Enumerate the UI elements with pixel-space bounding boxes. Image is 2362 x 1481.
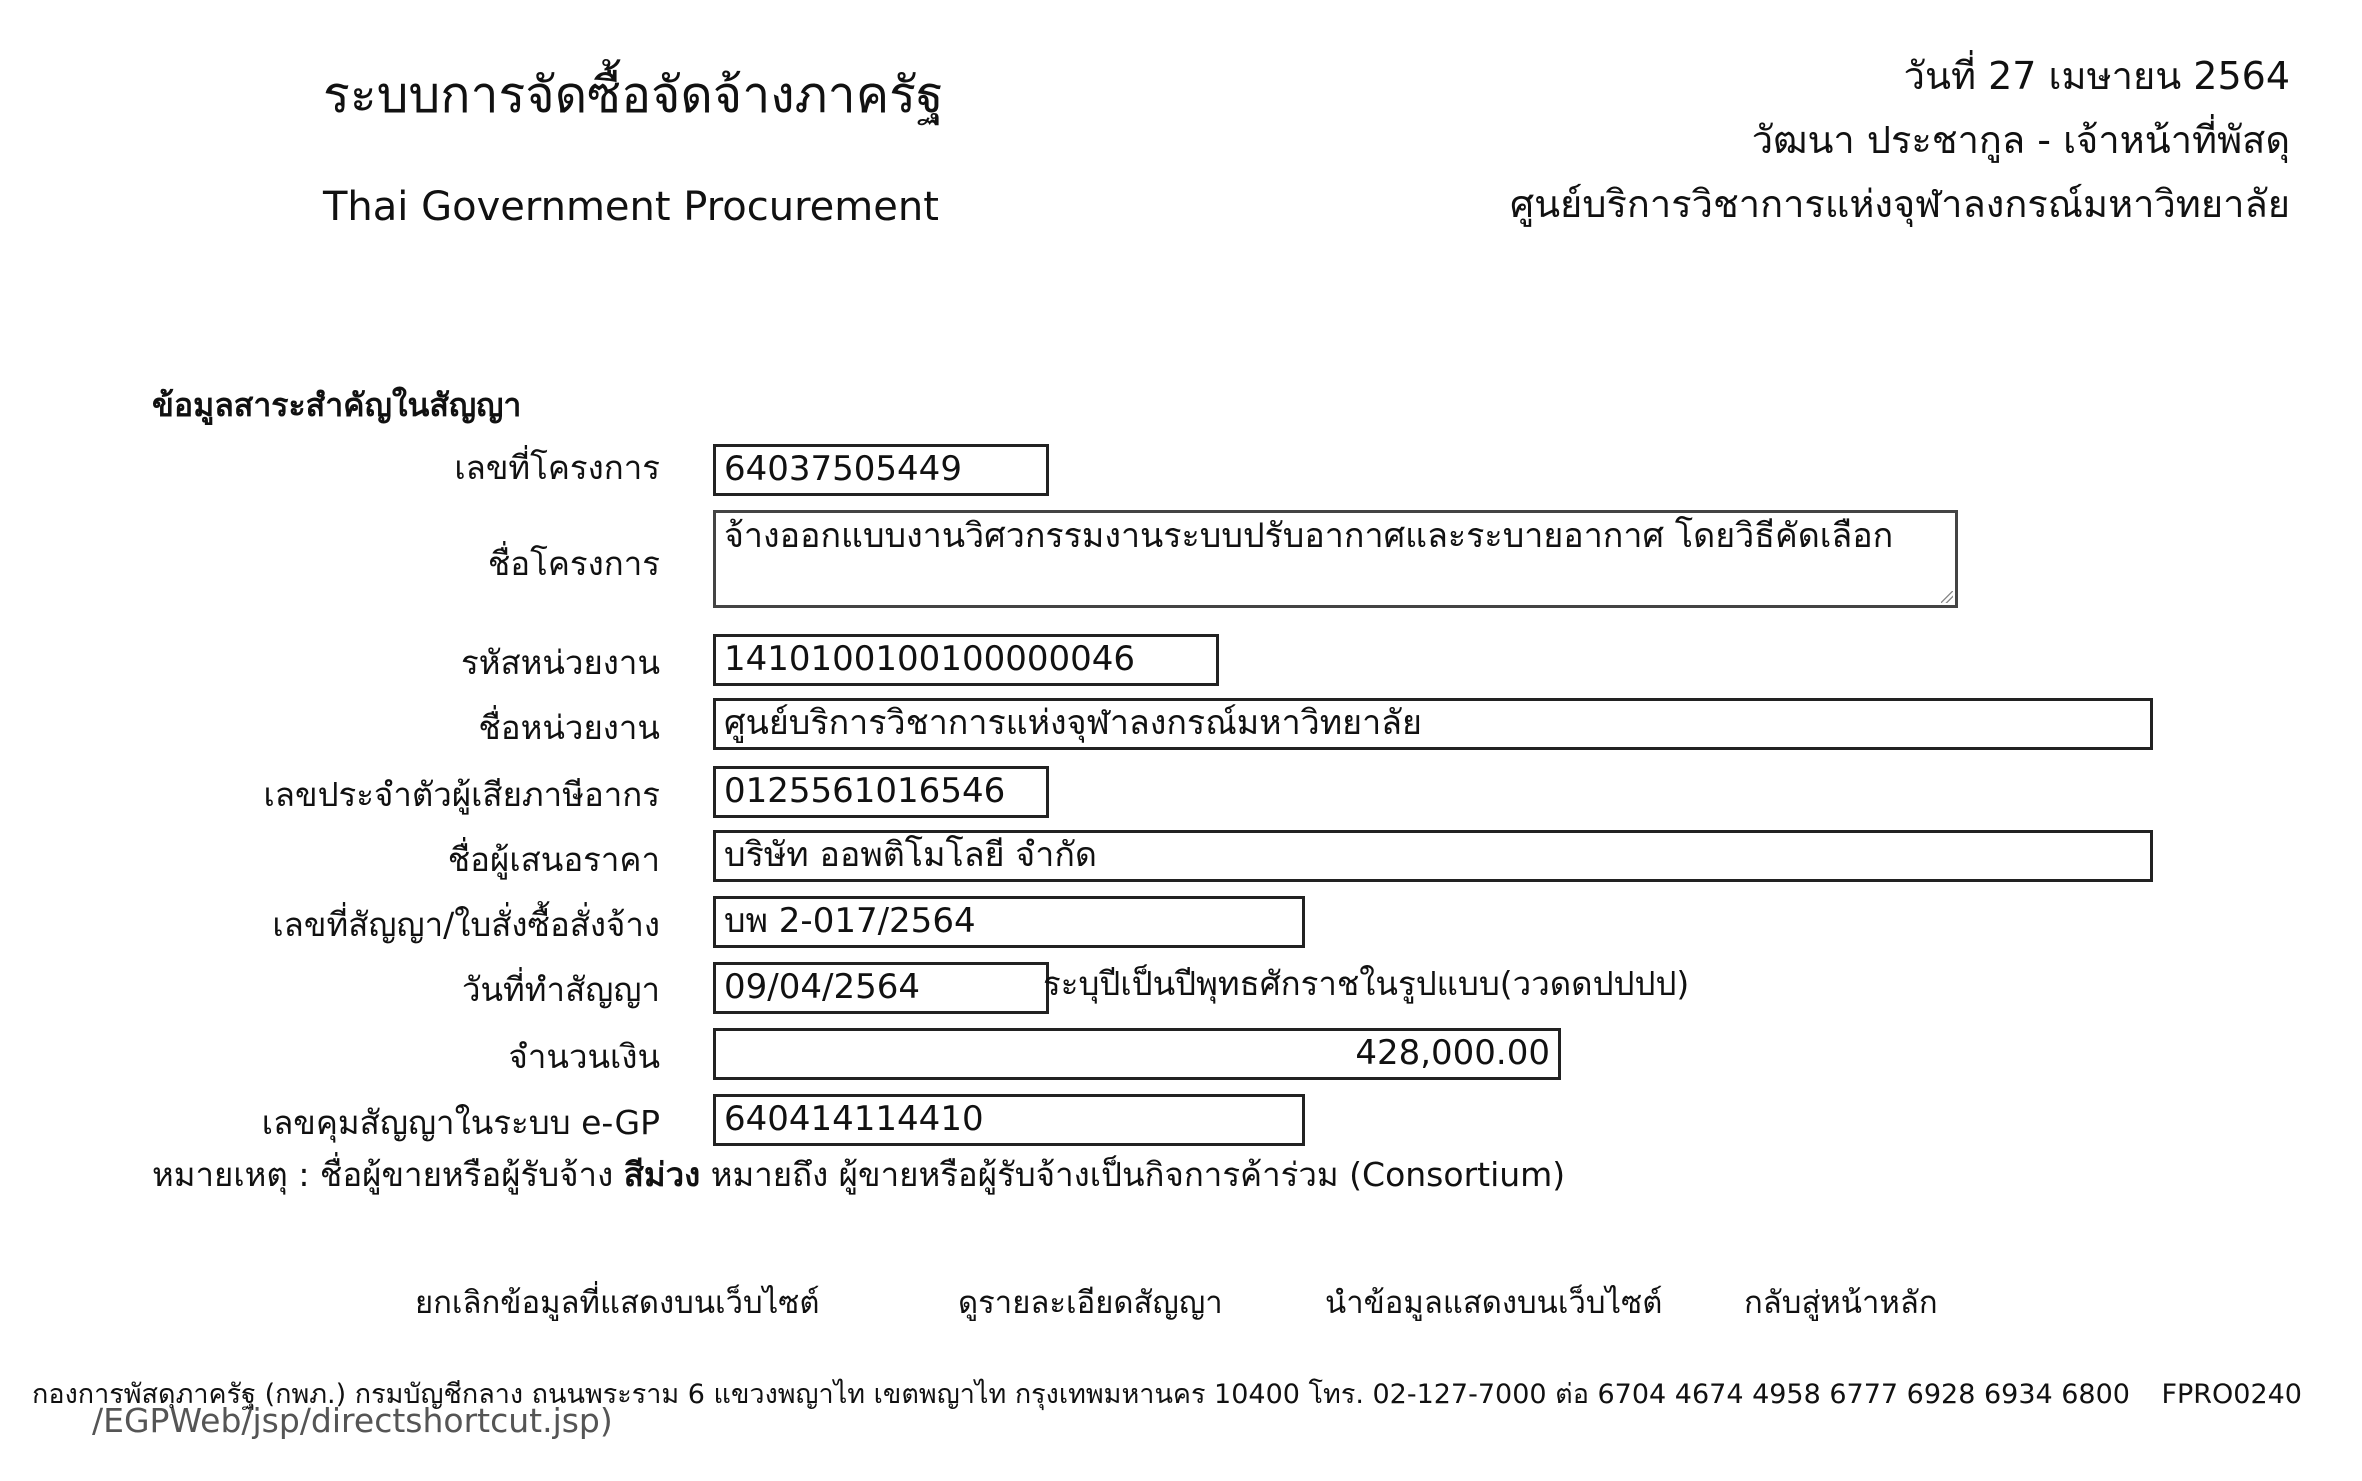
overlay-url-text: /EGPWeb/jsp/directshortcut.jsp) <box>92 1401 613 1440</box>
project-no-label: เลขที่โครงการ <box>454 448 660 487</box>
unit-code-field[interactable]: 1410100100100000046 <box>713 634 1219 686</box>
publish-to-website-link[interactable]: นำข้อมูลแสดงบนเว็บไซต์ <box>1325 1285 1663 1321</box>
unit-code-label: รหัสหน่วยงาน <box>461 643 660 682</box>
page-code: FPRO0240 <box>2161 1379 2302 1410</box>
tax-id-label: เลขประจำตัวผู้เสียภาษีอากร <box>263 775 660 814</box>
system-title-thai: ระบบการจัดซื้อจัดจ้างภาครัฐ <box>323 66 944 124</box>
footer-address: กองการพัสดุภาครัฐ (กพภ.) กรมบัญชีกลาง ถนนพระราม 6 แขวงพญาไท เขตพญาไท กรุงเทพมหานคร 10400 โทร. 02-127-7000 ต่อ 6704 4674 4958 6777 6928 6934 6800 <box>32 1379 2130 1410</box>
unit-name-field[interactable]: ศูนย์บริการวิชาการแห่งจุฬาลงกรณ์มหาวิทยาลัย <box>713 698 2153 750</box>
system-title-english: Thai Government Procurement <box>323 184 939 230</box>
tax-id-field[interactable]: 0125561016546 <box>713 766 1049 818</box>
note-color-word: สีม่วง <box>623 1155 701 1194</box>
project-name-text: จ้างออกแบบงานวิศวกรรมงานระบบปรับอากาศและระบายอากาศ โดยวิธีคัดเลือก <box>724 516 1894 556</box>
contract-date-label: วันที่ทำสัญญา <box>461 970 660 1009</box>
contract-no-label: เลขที่สัญญา/ใบสั่งซื้อสั่งจ้าง <box>272 905 660 944</box>
resize-grip-icon[interactable] <box>1941 591 1953 603</box>
project-name-textarea[interactable] <box>713 510 1958 608</box>
section-title: ข้อมูลสาระสำคัญในสัญญา <box>152 386 522 424</box>
contract-date-field[interactable]: 09/04/2564 <box>713 962 1049 1014</box>
contract-no-field[interactable]: บพ 2-017/2564 <box>713 896 1305 948</box>
bidder-label: ชื่อผู้เสนอราคา <box>447 840 660 879</box>
note-suffix: หมายถึง ผู้ขายหรือผู้รับจ้างเป็นกิจการค้าร่วม (Consortium) <box>700 1155 1566 1194</box>
header-right <box>1510 44 2290 236</box>
header-left <box>323 62 944 232</box>
cancel-display-link[interactable]: ยกเลิกข้อมูลที่แสดงบนเว็บไซต์ <box>415 1285 820 1321</box>
note-prefix: หมายเหตุ : ชื่อผู้ขายหรือผู้รับจ้าง <box>152 1155 624 1194</box>
unit-name-label: ชื่อหน่วยงาน <box>478 708 660 747</box>
project-no-field[interactable]: 64037505449 <box>713 444 1049 496</box>
contract-date-hint: ระบุปีเป็นปีพุทธศักราชในรูปแบบ(ววดดปปปป) <box>1043 964 1690 1003</box>
amount-label: จำนวนเงิน <box>508 1037 660 1076</box>
current-date: วันที่ 27 เมษายน 2564 <box>1903 54 2290 98</box>
egp-no-field[interactable]: 640414114410 <box>713 1094 1305 1146</box>
back-to-home-link[interactable]: กลับสู่หน้าหลัก <box>1744 1285 1938 1321</box>
view-contract-detail-link[interactable]: ดูรายละเอียดสัญญา <box>958 1285 1223 1321</box>
project-name-label: ชื่อโครงการ <box>487 544 660 583</box>
user-name-role: วัฒนา ประชากูล - เจ้าหน้าที่พัสดุ <box>1751 118 2290 162</box>
amount-field[interactable]: 428,000.00 <box>713 1028 1561 1080</box>
egp-no-label: เลขคุมสัญญาในระบบ e-GP <box>261 1103 660 1142</box>
consortium-note <box>152 1153 1565 1197</box>
organization-name: ศูนย์บริการวิชาการแห่งจุฬาลงกรณ์มหาวิทยาลัย <box>1509 182 2290 226</box>
bidder-name-field[interactable]: บริษัท ออพติโมโลยี จำกัด <box>713 830 2153 882</box>
